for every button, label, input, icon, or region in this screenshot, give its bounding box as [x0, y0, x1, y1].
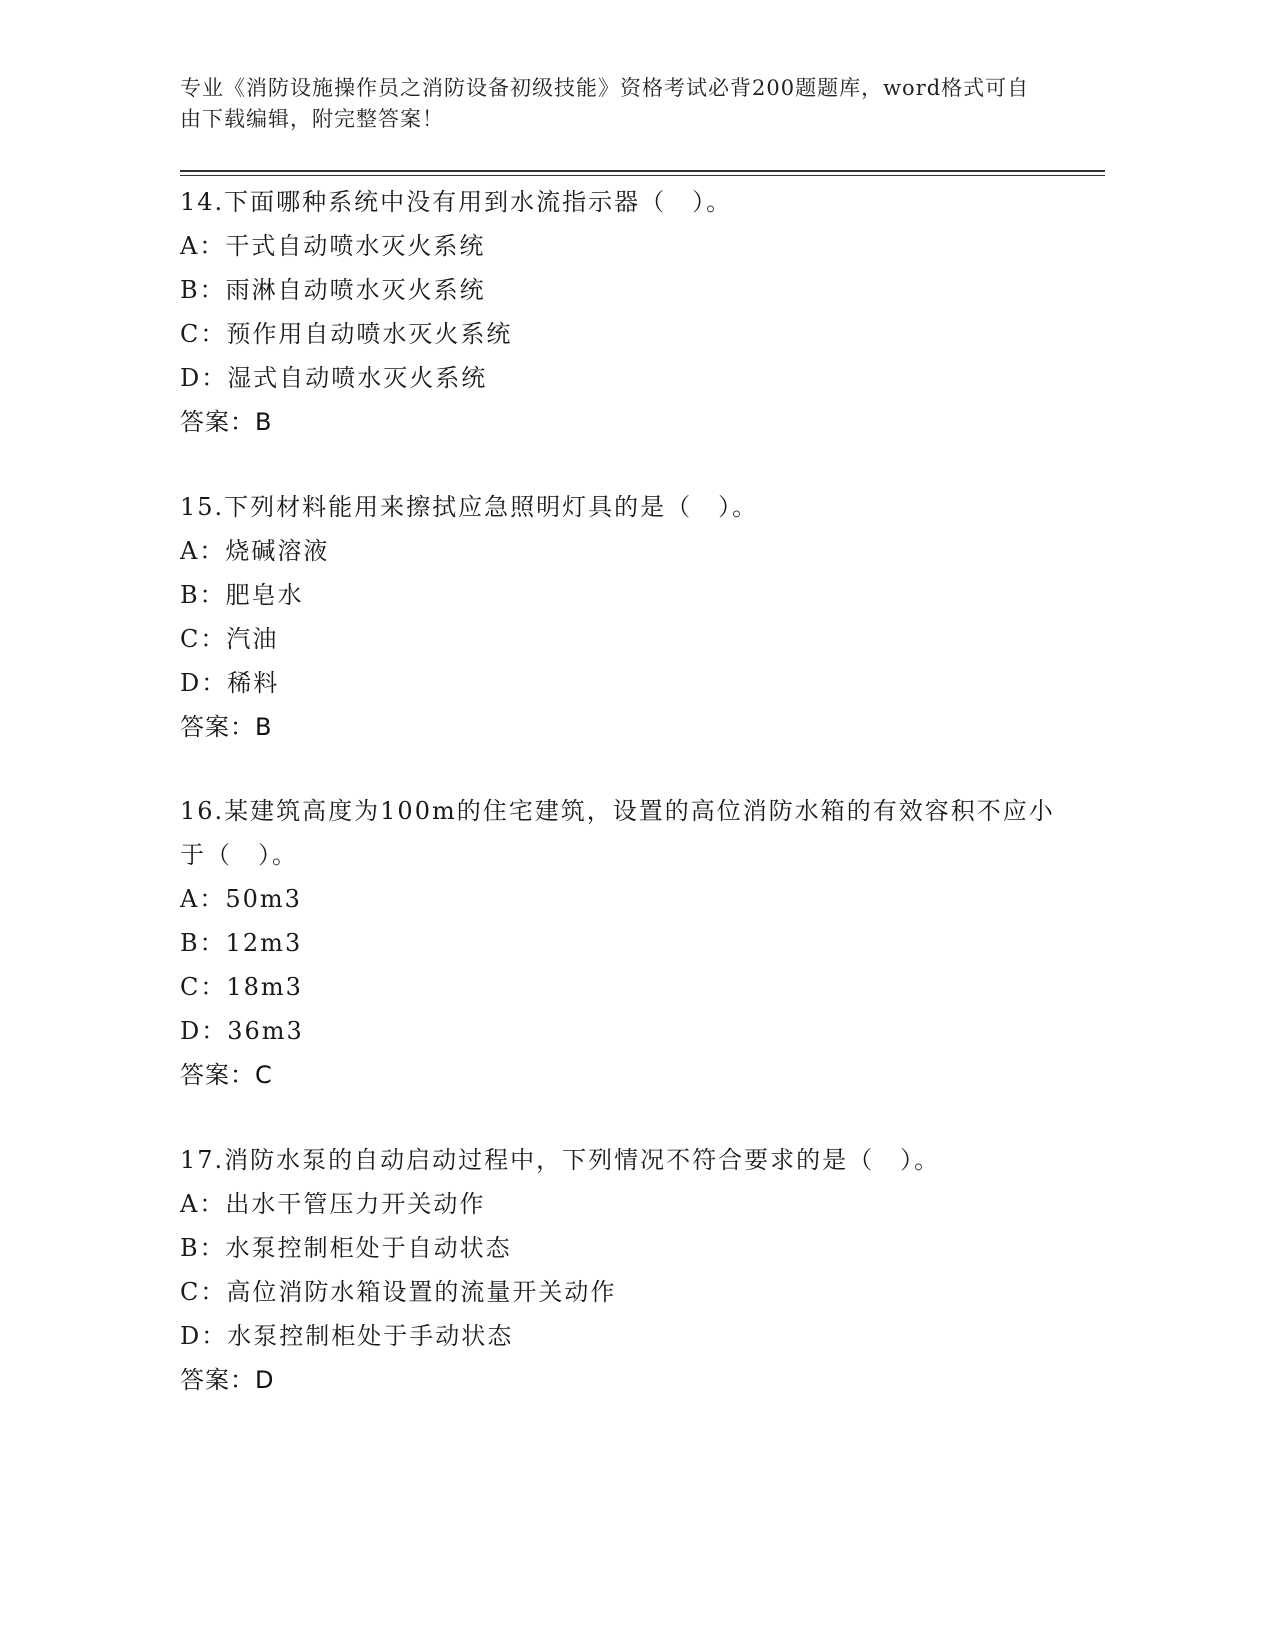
- option-text: 肥皂水: [225, 581, 304, 609]
- option-a: [180, 529, 1080, 573]
- header-divider-thin: [180, 175, 1105, 176]
- option-b: [180, 573, 1080, 617]
- question-stem: 15.下列材料能用来擦拭应急照明灯具的是（ ）。: [180, 493, 759, 521]
- option-letter: D：: [180, 669, 228, 697]
- answer-label: 答案：C: [180, 1061, 273, 1089]
- option-text: 雨淋自动喷水灭火系统: [225, 276, 486, 304]
- option-text: 湿式自动喷水灭火系统: [227, 364, 488, 392]
- document-header: 专业《消防设施操作员之消防设备初级技能》资格考试必背200题题库，word格式可自由下载编辑，附完整答案！: [180, 76, 1030, 131]
- option-letter: D：: [180, 1322, 228, 1350]
- option-letter: D：: [180, 364, 228, 392]
- question-16: [180, 789, 1080, 1097]
- option-b: [180, 268, 1080, 312]
- question-17: [180, 1138, 1080, 1402]
- question-stem: 16.某建筑高度为100m的住宅建筑，设置的高位消防水箱的有效容积不应小于（ ）。: [180, 797, 1055, 869]
- option-letter: C：: [180, 320, 227, 348]
- option-text: 出水干管压力开关动作: [225, 1190, 486, 1218]
- option-letter: C：: [180, 625, 227, 653]
- option-letter: A：: [180, 232, 226, 260]
- option-text: 高位消防水箱设置的流量开关动作: [226, 1278, 617, 1306]
- option-letter: C：: [180, 1278, 227, 1306]
- option-a: [180, 224, 1080, 268]
- option-b: [180, 921, 1080, 965]
- option-text: 汽油: [226, 625, 279, 653]
- option-letter: A：: [180, 537, 226, 565]
- option-text: 干式自动喷水灭火系统: [225, 232, 486, 260]
- question-stem: 17.消防水泵的自动启动过程中，下列情况不符合要求的是（ ）。: [180, 1146, 941, 1174]
- option-letter: C：: [180, 973, 227, 1001]
- option-letter: A：: [180, 1190, 226, 1218]
- answer-label: 答案：B: [180, 408, 273, 436]
- option-text: 50m3: [225, 885, 302, 913]
- option-b: [180, 1226, 1080, 1270]
- option-letter: B：: [180, 581, 226, 609]
- option-a: [180, 877, 1080, 921]
- option-text: 水泵控制柜处于手动状态: [227, 1322, 514, 1350]
- option-c: [180, 617, 1080, 661]
- option-text: 水泵控制柜处于自动状态: [225, 1234, 512, 1262]
- option-letter: A：: [180, 885, 226, 913]
- answer-label: 答案：D: [180, 1366, 275, 1394]
- question-15: [180, 485, 1080, 749]
- option-letter: B：: [180, 1234, 226, 1262]
- header-divider-thick: [180, 170, 1105, 172]
- option-c: [180, 312, 1080, 356]
- answer-label: 答案：B: [180, 713, 273, 741]
- question-14: [180, 180, 1080, 444]
- option-d: [180, 1314, 1080, 1358]
- option-d: [180, 1009, 1080, 1053]
- question-stem: 14.下面哪种系统中没有用到水流指示器（ ）。: [180, 188, 733, 216]
- option-text: 36m3: [227, 1017, 304, 1045]
- option-text: 预作用自动喷水灭火系统: [226, 320, 513, 348]
- option-d: [180, 356, 1080, 400]
- option-letter: D：: [180, 1017, 228, 1045]
- option-d: [180, 661, 1080, 705]
- option-letter: B：: [180, 929, 226, 957]
- option-text: 12m3: [225, 929, 303, 957]
- option-letter: B：: [180, 276, 226, 304]
- option-c: [180, 1270, 1080, 1314]
- option-a: [180, 1182, 1080, 1226]
- option-text: 烧碱溶液: [225, 537, 330, 565]
- option-text: 稀料: [227, 669, 280, 697]
- option-c: [180, 965, 1080, 1009]
- option-text: 18m3: [226, 973, 303, 1001]
